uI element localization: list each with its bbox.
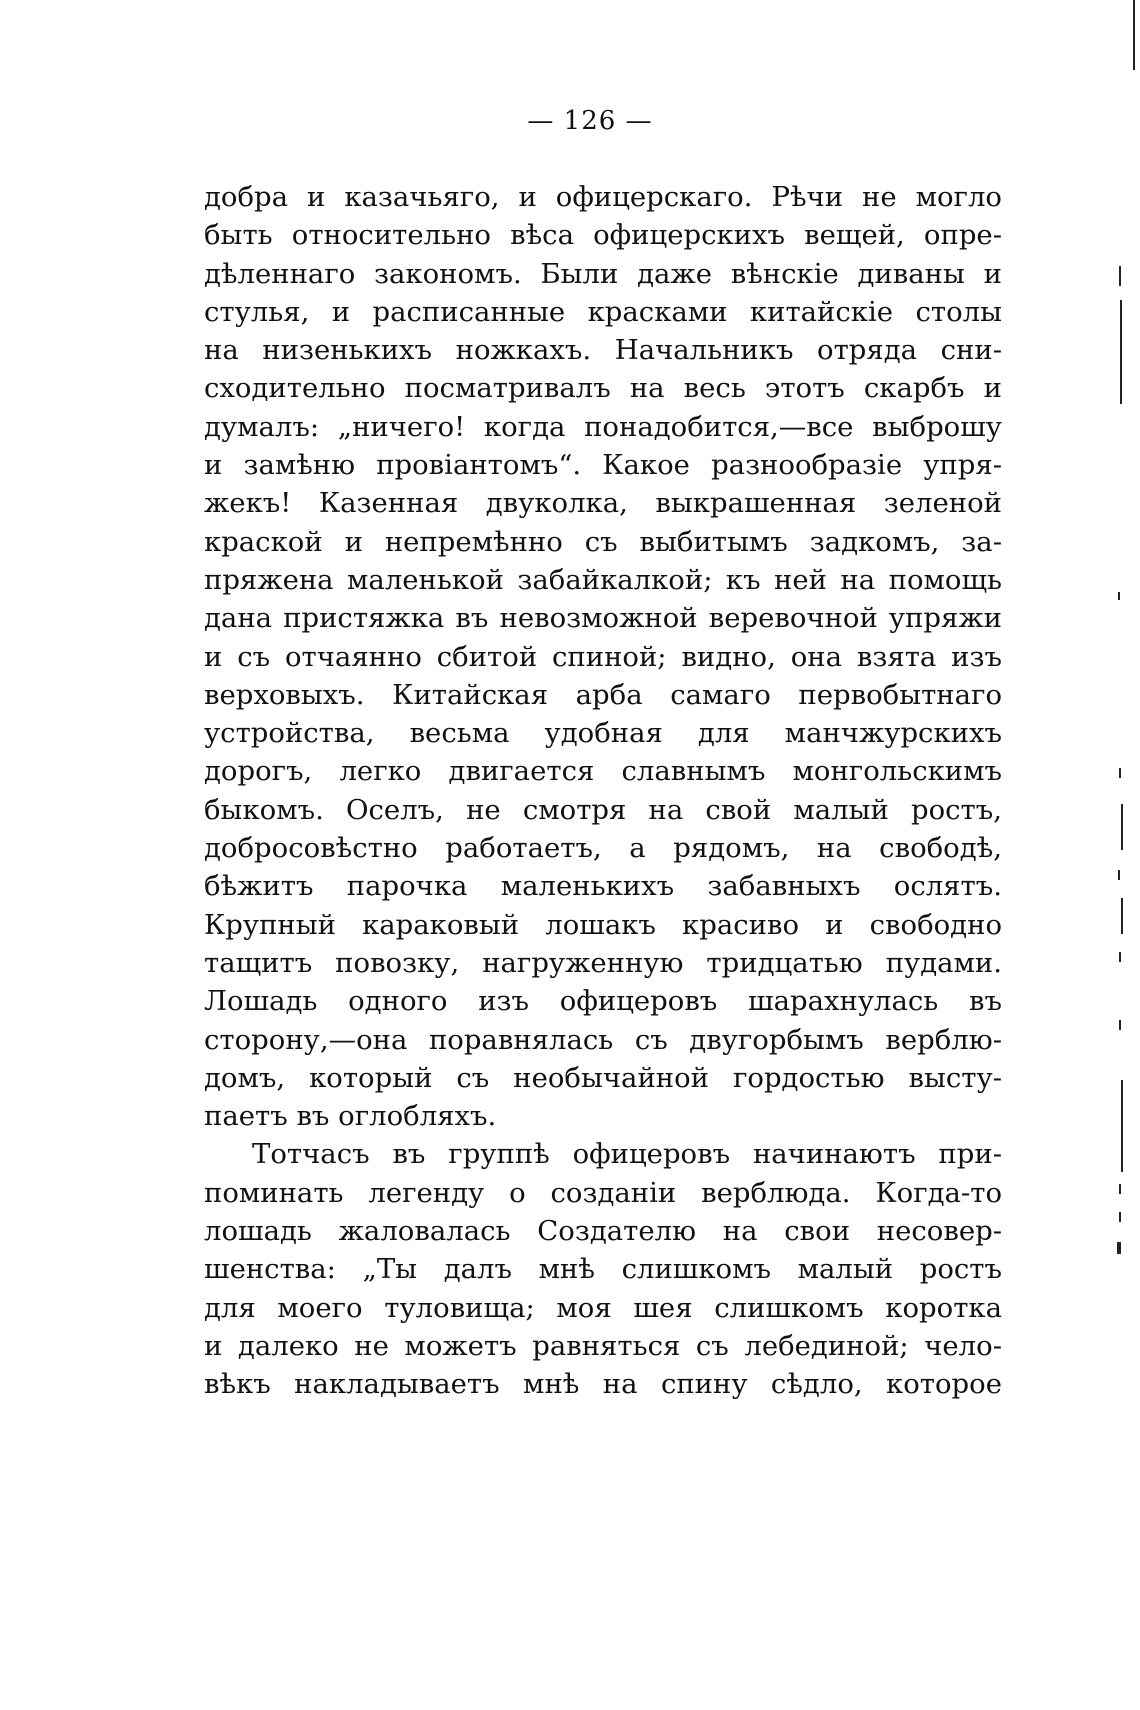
text-line: сходительно посматривалъ на весь этотъ скарбъ и [204, 372, 1002, 405]
text-line: для моего туловища; моя шея слишкомъ коротка [204, 1291, 1002, 1324]
scan-edge-mark [1119, 1020, 1121, 1030]
text-line: устройства, весьма удобная для манчжурскихъ [204, 717, 1002, 750]
scan-edge-mark [1118, 592, 1120, 600]
text-line: быть относительно вѣса офицерскихъ вещей, опре- [204, 219, 1002, 252]
scan-edge-mark [1120, 300, 1122, 404]
text-line: быкомъ. Оселъ, не смотря на свой малый ростъ, [204, 793, 1002, 826]
page-number: — 126 — [527, 106, 653, 136]
text-line: домъ, который съ необычайной гордостью высту- [204, 1061, 1002, 1094]
text-line: краской и непремѣнно съ выбитымъ задкомъ, за- [204, 525, 1002, 558]
scan-edge-mark [1119, 1212, 1121, 1222]
scan-edge-mark [1119, 768, 1121, 778]
text-line: добросовѣстно работаетъ, а рядомъ, на свободѣ, [204, 832, 1002, 865]
text-line: добра и казачьяго, и офицерскаго. Рѣчи не могло [204, 181, 1002, 213]
text-line: Тотчасъ въ группѣ офицеровъ начинаютъ при- [252, 1138, 1002, 1171]
scan-edge-mark [1118, 870, 1120, 880]
text-line: паетъ въ оглобляхъ. [204, 1100, 497, 1133]
text-line: и съ отчаянно сбитой спиной; видно, она взята изъ [204, 640, 1002, 673]
text-line: дана пристяжка въ невозможной веревочной упряжи [204, 602, 1002, 635]
text-line: тащитъ повозку, нагруженную тридцатью пудами. [204, 946, 1002, 979]
text-line: шенства: „Ты далъ мнѣ слишкомъ малый ростъ [204, 1253, 1002, 1286]
scan-edge-mark [1121, 1080, 1123, 1172]
body-text [204, 178, 1002, 1404]
text-line: стулья, и расписанные красками китайскіе столы [204, 295, 1002, 328]
scan-edge-mark [1117, 1242, 1121, 1254]
text-line: вѣкъ накладываетъ мнѣ на спину сѣдло, которое [204, 1368, 1002, 1401]
text-line: сторону,—она поравнялась съ двугорбымъ верблю- [204, 1023, 1002, 1056]
text-line: дорогъ, легко двигается славнымъ монгольскимъ [204, 755, 1002, 788]
text-line: Крупный караковый лошакъ красиво и свободно [204, 908, 1002, 941]
text-line: поминать легенду о созданіи верблюда. Когда-то [204, 1176, 1002, 1209]
scan-edge-mark [1119, 266, 1121, 286]
text-line: на низенькихъ ножкахъ. Начальникъ отряда сни- [204, 334, 1002, 367]
text-line: жекъ! Казенная двуколка, выкрашенная зеленой [204, 487, 1002, 520]
paragraph [204, 1135, 1002, 1403]
text-line: лошадь жаловалась Создателю на свои несовер- [204, 1215, 1002, 1248]
paragraph [204, 178, 1002, 1135]
scan-edge-mark [1121, 898, 1123, 934]
text-line: и далеко не можетъ равняться съ лебединой; чело- [204, 1329, 1002, 1362]
text-line: Лошадь одного изъ офицеровъ шарахнулась въ [204, 985, 1002, 1018]
text-line: бѣжитъ парочка маленькихъ забавныхъ ослятъ. [204, 870, 1002, 903]
scan-edge-mark [1133, 0, 1135, 70]
scan-edge-mark [1119, 1184, 1121, 1194]
scan-edge-mark [1121, 804, 1123, 850]
text-line: думалъ: „ничего! когда понадобится,—все выброшу [204, 410, 1002, 443]
text-line: верховыхъ. Китайская арба самаго первобытнаго [204, 678, 1002, 711]
text-line: и замѣню провіантомъ“. Какое разнообразіе упря- [204, 449, 1002, 482]
scan-edge-mark [1119, 952, 1121, 962]
text-line: пряжена маленькой забайкалкой; къ ней на помощь [204, 563, 1002, 596]
text-line: дѣленнаго закономъ. Были даже вѣнскіе диваны и [204, 257, 1002, 290]
